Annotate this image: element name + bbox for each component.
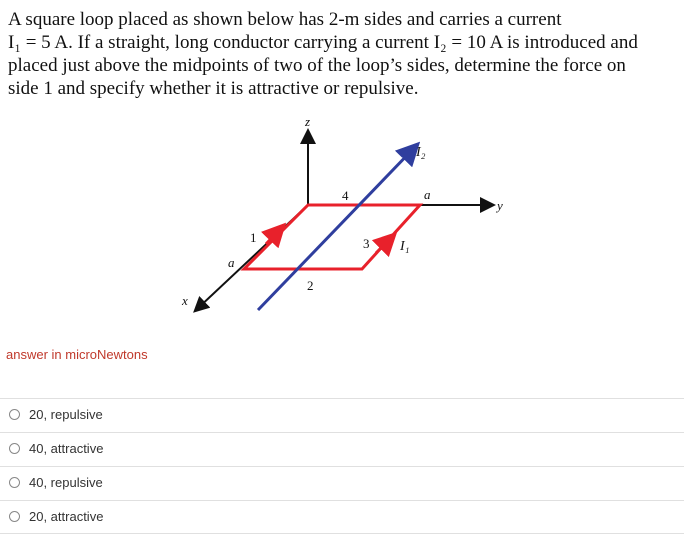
side-a-top-label: a [424,187,431,202]
loop-current-arrow-side-3 [376,236,393,253]
option-label: 20, attractive [29,509,104,524]
side-1-label: 1 [250,230,257,245]
radio-button[interactable] [9,511,20,522]
answer-option[interactable] [0,466,684,500]
y-axis-label: y [497,198,503,213]
option-label: 20, repulsive [29,407,103,422]
option-label: 40, attractive [29,441,104,456]
question-text [8,8,676,100]
current-i1-label: I₁ [400,239,410,254]
option-label: 40, repulsive [29,475,103,490]
answer-option[interactable] [0,500,684,534]
answer-unit-note: answer in microNewtons [6,347,148,362]
radio-button[interactable] [9,409,20,420]
side-a-left-label: a [228,255,235,270]
x-axis-label: x [182,293,188,308]
loop-diagram [170,110,530,320]
side-4-label: 4 [342,188,349,203]
question-line: side 1 and specify whether it is attractive or repulsive. [8,78,419,99]
answer-option[interactable] [0,432,684,466]
question-line: I₁ = 5 A. If a straight, long conductor carrying a current I₂ = 10 A is introduced and [8,32,638,53]
z-axis-label: z [305,114,311,129]
radio-button[interactable] [9,443,20,454]
question-line: A square loop placed as shown below has 2-m sides and carries a current [8,9,562,30]
side-3-label: 3 [363,236,370,251]
answer-options [0,398,684,534]
side-2-label: 2 [307,278,314,293]
answer-option[interactable] [0,398,684,432]
question-line: placed just above the midpoints of two of the loop’s sides, determine the force on [8,55,626,76]
current-i2-label: I₂ [416,145,426,160]
radio-button[interactable] [9,477,20,488]
